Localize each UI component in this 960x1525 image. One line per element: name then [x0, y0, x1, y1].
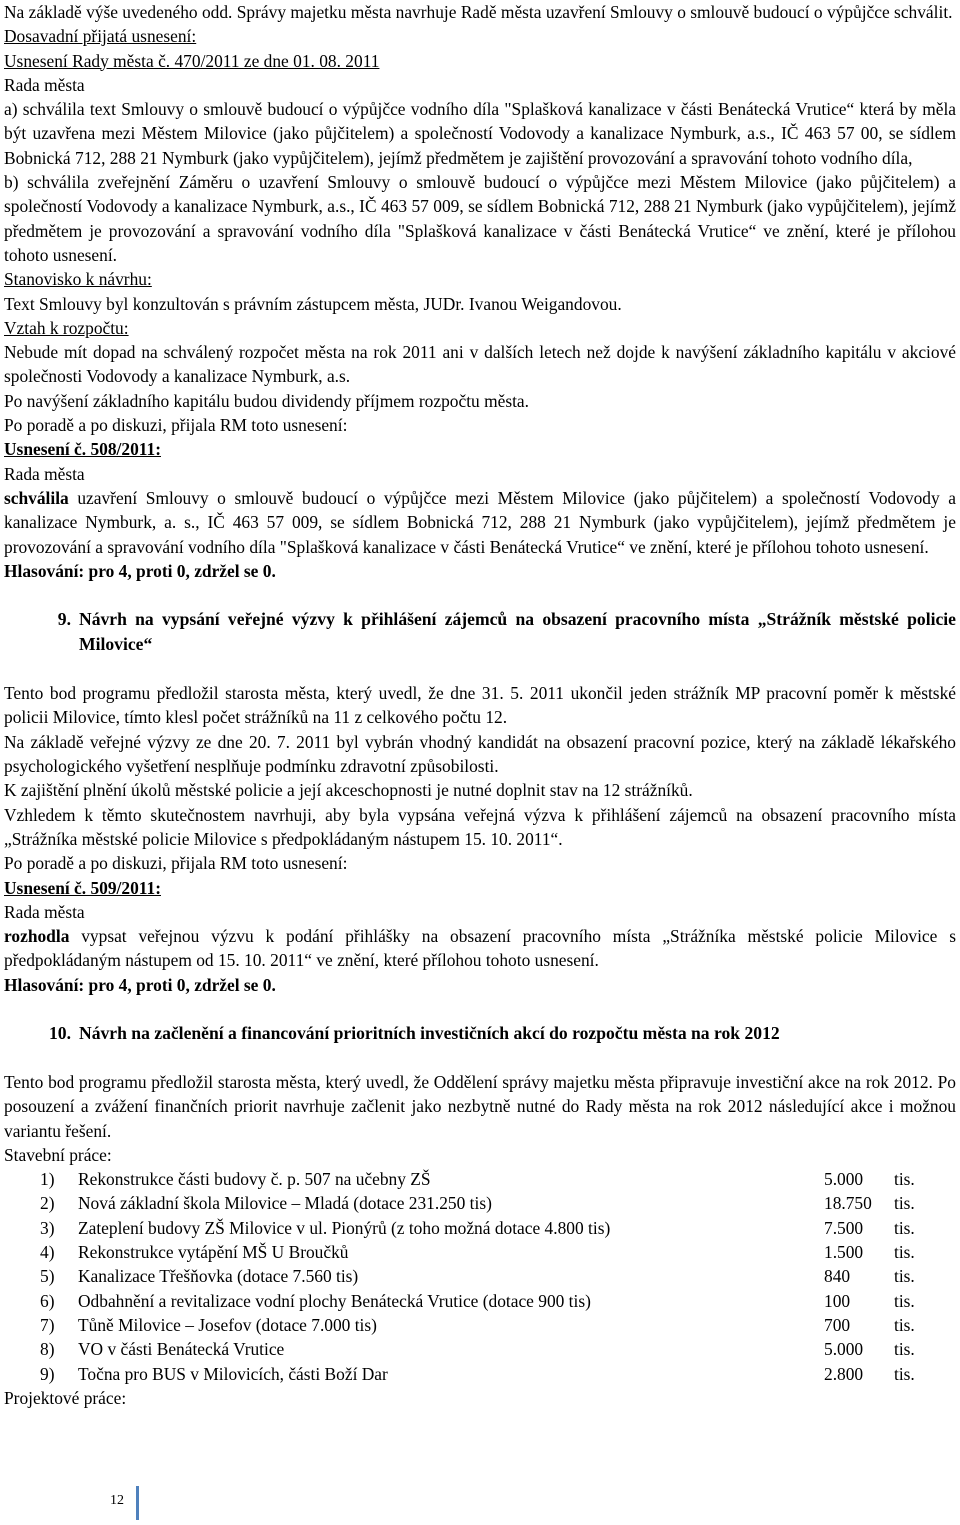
- item-number: 7): [40, 1314, 55, 1335]
- opinion-text: Text Smlouvy byl konzultován s právním zástupcem města, JUDr. Ivanou Weigandovou.: [4, 293, 622, 314]
- item-text: Točna pro BUS v Milovicích, části Boží Dar: [78, 1363, 388, 1384]
- item-unit: tis.: [894, 1169, 915, 1190]
- item-number: 9): [40, 1363, 55, 1384]
- item-text: VO v části Benátecká Vrutice: [78, 1339, 285, 1360]
- item-text: Zateplení budovy ZŠ Milovice v ul. Pionýrů (z toho možná dotace 4.800 tis): [78, 1217, 611, 1238]
- decision-verb: schválila: [4, 487, 69, 508]
- section-10-heading: [4, 1021, 956, 1046]
- council-label-2: Rada města: [4, 463, 85, 484]
- s9-paragraph-1: Tento bod programu předložil starosta města, který uvedl, že dne 31. 5. 2011 ukončil jeden strážník MP pracovní poměr k městské policii Milovice, tímto klesl počet strážníků na 11 z celkového počtu 12.: [4, 683, 956, 728]
- list-item: [4, 1337, 956, 1361]
- item-unit: tis.: [894, 1242, 915, 1263]
- list-item: [4, 1313, 956, 1337]
- opinion-label: Stanovisko k návrhu:: [4, 269, 152, 290]
- vote-result: Hlasování: pro 4, proti 0, zdržel se 0.: [4, 560, 276, 581]
- s9-vote-result: Hlasování: pro 4, proti 0, zdržel se 0.: [4, 974, 276, 995]
- decision-text: uzavření Smlouvy o smlouvě budoucí o výpůjčce mezi Městem Milovice (jako půjčitelem) a společností Vodovody a kanalizace Nymburk, a. s., IČ 463 57 009, se sídlem Bobnická 712, 288 21 Nymburk (jako vypůjčitelem), jejímž předmětem je provozování a spravování vodního díla "Splašková kanalizace v části Benátecká Vrutice“ ve znění, které je přílohou tohoto usnesení.: [4, 487, 956, 557]
- item-text: Rekonstrukce části budovy č. p. 507 na učebny ZŠ: [78, 1169, 431, 1190]
- section-9-heading: [4, 607, 956, 657]
- intro-paragraph: Na základě výše uvedeného odd. Správy majetku města navrhuje Radě města uzavření Smlouvy o smlouvě budoucí o výpůjčce schválit.: [4, 2, 953, 22]
- item-number: 3): [40, 1217, 55, 1238]
- list-item: [4, 1216, 956, 1240]
- item-number: 5): [40, 1266, 55, 1287]
- item-number: 1): [40, 1169, 55, 1190]
- section-number: 9.: [57, 609, 71, 630]
- item-value: 1.500: [824, 1242, 864, 1263]
- decision-508: [4, 486, 956, 559]
- s9-council-label: Rada města: [4, 901, 85, 922]
- section-number: 10.: [49, 1022, 71, 1043]
- page-number: 12: [110, 1493, 124, 1508]
- project-works-label: Projektové práce:: [4, 1387, 127, 1408]
- section-title: Návrh na začlenění a financování prioritních investičních akcí do rozpočtu města na rok 2012: [79, 1022, 780, 1043]
- item-unit: tis.: [894, 1290, 915, 1311]
- item-unit: tis.: [894, 1217, 915, 1238]
- list-item: [4, 1167, 956, 1191]
- item-value: 18.750: [824, 1193, 872, 1214]
- s9-paragraph-4: Vzhledem k těmto skutečnostem navrhuji, aby byla vypsána veřejná výzva k přihlášení zájemců na obsazení pracovního místa „Strážníka městské policie Milovice s předpokládaným nástupem 15. 10. 2011“.: [4, 804, 956, 849]
- item-number: 4): [40, 1242, 55, 1263]
- previous-resolution-ref: Usnesení Rady města č. 470/2011 ze dne 01. 08. 2011: [4, 50, 380, 71]
- budget-label: Vztah k rozpočtu:: [4, 317, 129, 338]
- decision-verb: rozhodla: [4, 926, 70, 947]
- item-value: 5.000: [824, 1339, 864, 1360]
- item-text: Nová základní škola Milovice – Mladá (dotace 231.250 tis): [78, 1193, 492, 1214]
- item-value: 2.800: [824, 1363, 864, 1384]
- item-value: 700: [824, 1314, 851, 1335]
- item-text: Odbahnění a revitalizace vodní plochy Benátecká Vrutice (dotace 900 tis): [78, 1290, 591, 1311]
- footer-accent-bar: [136, 1486, 139, 1520]
- item-unit: tis.: [894, 1314, 915, 1335]
- s9-paragraph-2: Na základě veřejné výzvy ze dne 20. 7. 2011 byl vybrán vhodný kandidát na obsazení pracovní pozice, který na základě lékařského psychologického vyšetření nesplňuje podmínku zdravotní způsobilosti.: [4, 731, 956, 777]
- decision-text: vypsat veřejnou výzvu k podání přihlášky na obsazení pracovního místa „Strážníka městské policie Milovice s předpokládaným nástupem od 15. 10. 2011“ ve znění, které přílohou tohoto usnesení.: [4, 926, 956, 971]
- s10-paragraph-1: Tento bod programu předložil starosta města, který uvedl, že Oddělení správy majetku města připravuje investiční akce na rok 2012. Po posouzení a zvážení finančních priorit navrhuje začlenit jako nezbytně nutné do Rady města na rok 2012 následující akce i možnou variantu řešení.: [4, 1071, 956, 1141]
- s9-discussion-line: Po poradě a po diskuzi, přijala RM toto usnesení:: [4, 853, 348, 874]
- item-value: 7.500: [824, 1217, 864, 1238]
- list-item: [4, 1191, 956, 1215]
- works-list: [4, 1167, 956, 1386]
- s9-paragraph-3: K zajištění plnění úkolů městské policie a její akceschopnosti je nutné doplnit stav na 12 strážníků.: [4, 780, 693, 801]
- budget-text: Nebude mít dopad na schválený rozpočet města na rok 2011 ani v dalších letech než dojde k navýšení základního kapitálu v akciové společnosti Vodovody a kanalizace Nymburk, a.s.: [4, 342, 956, 387]
- item-number: 6): [40, 1290, 55, 1311]
- works-label: Stavební práce:: [4, 1144, 112, 1165]
- resolution-508: Usnesení č. 508/2011:: [4, 439, 161, 460]
- document-page: [4, 0, 956, 1410]
- item-text: Tůně Milovice – Josefov (dotace 7.000 tis): [78, 1314, 377, 1335]
- list-item: [4, 1240, 956, 1264]
- item-value: 100: [824, 1290, 851, 1311]
- previous-resolutions-label: Dosavadní přijatá usnesení:: [4, 26, 197, 47]
- item-a: a) schválila text Smlouvy o smlouvě budoucí o výpůjčce vodního díla "Splašková kanalizace v části Benátecká Vrutice“ která by měla být uzavřena mezi Městem Milovice (jako půjčitelem) a společností Vodovody a kanalizace Nymburk, a.s., IČ 463 57 00, se sídlem Bobnická 712, 288 21 Nymburk (jako vypůjčitelem), jejímž předmětem je zajištění provozování a spravování tohoto vodního díla,: [4, 99, 956, 168]
- section-title: Návrh na vypsání veřejné výzvy k přihlášení zájemců na obsazení pracovního místa „Strážník městské policie Milovice“: [79, 609, 956, 655]
- item-unit: tis.: [894, 1363, 915, 1384]
- budget-text-2: Po navýšení základního kapitálu budou dividendy příjmem rozpočtu města.: [4, 390, 529, 411]
- item-number: 8): [40, 1339, 55, 1360]
- item-text: Kanalizace Třešňovka (dotace 7.560 tis): [78, 1266, 359, 1287]
- council-label: Rada města: [4, 74, 85, 95]
- item-text: Rekonstrukce vytápění MŠ U Broučků: [78, 1242, 349, 1263]
- discussion-line: Po poradě a po diskuzi, přijala RM toto usnesení:: [4, 415, 348, 436]
- item-b: b) schválila zveřejnění Záměru o uzavření Smlouvy o smlouvě budoucí o výpůjčce mezi Městem Milovice (jako půjčitelem) a společností Vodovody a kanalizace Nymburk, a.s., IČ 463 57 009, se sídlem Bobnická 712, 288 21 Nymburk (jako vypůjčitelem), jejímž předmětem je provozování a spravování vodního díla "Splašková kanalizace v části Benátecká Vrutice“ ve znění, které je přílohou tohoto usnesení.: [4, 172, 956, 265]
- item-value: 840: [824, 1266, 851, 1287]
- item-unit: tis.: [894, 1193, 915, 1214]
- list-item: [4, 1289, 956, 1313]
- list-item: [4, 1362, 956, 1386]
- item-unit: tis.: [894, 1266, 915, 1287]
- resolution-509: Usnesení č. 509/2011:: [4, 877, 161, 898]
- decision-509: [4, 924, 956, 973]
- list-item: [4, 1264, 956, 1288]
- item-number: 2): [40, 1193, 55, 1214]
- item-unit: tis.: [894, 1339, 915, 1360]
- item-value: 5.000: [824, 1169, 864, 1190]
